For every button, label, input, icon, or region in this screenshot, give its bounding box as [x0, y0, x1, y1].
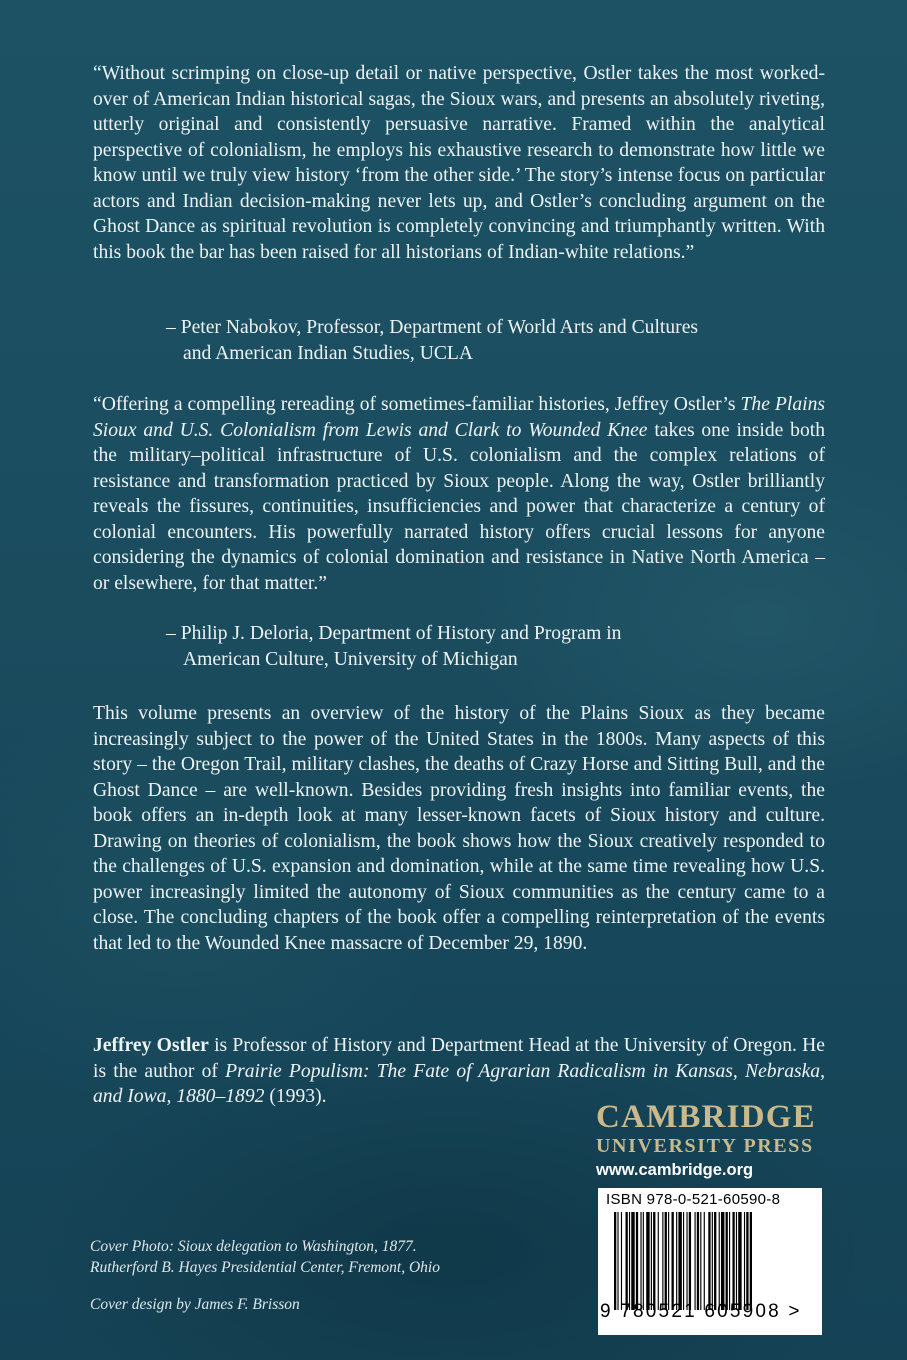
cover-photo-credit [90, 1236, 440, 1278]
author-bio-text-after: (1993). [264, 1086, 327, 1107]
quote-2-attribution-line-1: – Philip J. Deloria, Department of History and Program in [166, 623, 622, 644]
quote-1-attribution [166, 315, 806, 366]
quote-2-attribution-line-2: American Culture, University of Michigan [183, 648, 518, 670]
author-previous-book: Prairie Populism: The Fate of Agrarian Radicalism in Kansas, Nebraska, and Iowa, 1880–1892 [93, 1060, 826, 1107]
cover-photo-credit-line-1: Cover Photo: Sioux delegation to Washington, 1877. [90, 1238, 417, 1255]
book-description: This volume presents an overview of the history of the Plains Sioux as they became increasingly subject to the power of the United States in the 1800s. Many aspects of this story – the Oregon Trail, military clashes, the deaths of Crazy Horse and Sitting Bull, and the Ghost Dance – are well-known. Besides providing fresh insights into familiar events, the book offers an in-depth look at many lesser-known facets of Sioux history and culture. Drawing on theories of colonialism, the book shows how the Sioux creatively responded to the challenges of U.S. expansion and domination, while at the same time revealing how U.S. power increasingly limited the autonomy of Sioux communities as the century came to a close. The concluding chapters of the book offer a compelling reinterpretation of the events that led to the Wounded Knee massacre of December 29, 1890. [93, 703, 825, 954]
isbn-label: ISBN 978-0-521-60590-8 [606, 1191, 781, 1208]
quote-2-text-after: takes one inside both the military–political infrastructure of U.S. colonialism and the complex relations of resistance and transformation practiced by Sioux people. Along the way, Ostler brilliantly reveals the fissures, continuities, insufficiencies and power that characterize a century of colonial encounters. His powerfully narrated history offers crucial lessons for anyone considering the dynamics of colonial domination and resistance in Native North America – or elsewhere, for that matter.” [93, 419, 825, 594]
isbn-barcode [598, 1188, 822, 1335]
quote-1-attribution-line-2: and American Indian Studies, UCLA [183, 342, 474, 364]
quote-2-text [93, 392, 825, 596]
quote-2-book-title: The Plains Sioux and U.S. Colonialism from Lewis and Clark to Wounded Knee [93, 394, 825, 441]
quote-1-attribution-line-1: – Peter Nabokov, Professor, Department of World Arts and Cultures [166, 317, 699, 338]
publisher-name: CAMBRIDGE [596, 1099, 816, 1135]
publisher-url[interactable]: www.cambridge.org [596, 1161, 754, 1179]
cover-design-credit: Cover design by James F. Brisson [90, 1296, 300, 1313]
cover-photo-credit-line-2: Rutherford B. Hayes Presidential Center, Fremont, Ohio [90, 1259, 440, 1276]
quote-2-text-before: “Offering a compelling rereading of sometimes-familiar histories, Jeffrey Ostler’s [93, 394, 741, 415]
barcode-icon [612, 1212, 808, 1310]
barcode-digits: 9 780521 605908 > [600, 1301, 802, 1322]
author-bio-text-before: is Professor of History and Department Head at the University of Oregon. He is the author of [93, 1035, 825, 1082]
publisher-logo [596, 1100, 831, 1182]
quote-2-attribution [166, 621, 806, 672]
quote-1-text: “Without scrimping on close-up detail or native perspective, Ostler takes the most worked-over of American Indian historical sagas, the Sioux wars, and presents an absolutely riveting, utterly original and consistently persuasive narrative. Framed within the analytical perspective of colonialism, he employs his exhaustive research to demonstrate how little we know until we truly view history ‘from the other side.’ The story’s intense focus on particular actors and Indian decision-making never lets up, and Ostler’s concluding argument on the Ghost Dance as spiritual revolution is completely convincing and triumphantly written. With this book the bar has been raised for all historians of Indian-white relations.” [93, 63, 825, 263]
author-name: Jeffrey Ostler [93, 1035, 209, 1056]
publisher-subtitle: UNIVERSITY PRESS [596, 1135, 814, 1157]
